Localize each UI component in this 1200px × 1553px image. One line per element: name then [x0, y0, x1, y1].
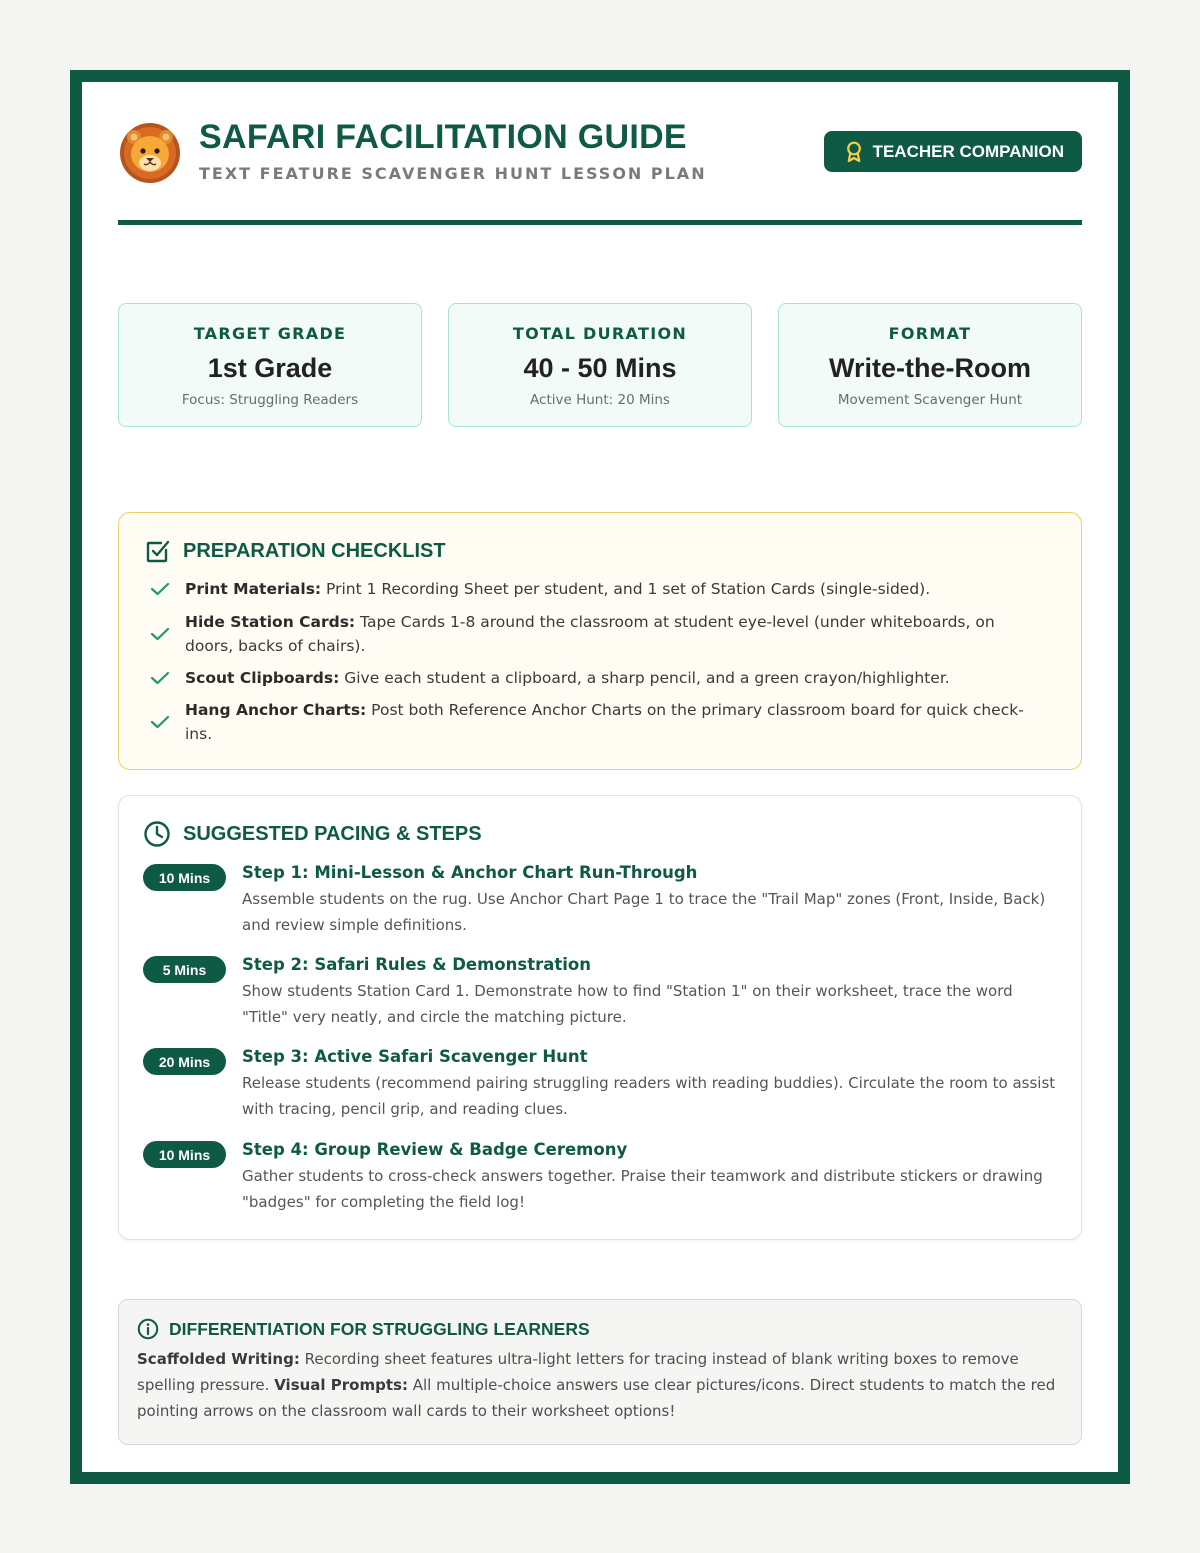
step-title: Step 3: Active Safari Scavenger Hunt: [242, 1047, 588, 1066]
stat-note: Movement Scavenger Hunt: [837, 392, 1023, 408]
page-title: SAFARI FACILITATION GUIDE: [199, 118, 687, 156]
stat-value: Write-the-Room: [829, 353, 1031, 383]
checklist-item: [149, 577, 1029, 601]
step-description: Assemble students on the rug. Use Anchor Chart Page 1 to trace the "Trail Map" zones (Front, Inside, Back) and review simple definitions.: [242, 890, 1046, 934]
page-content: [118, 82, 1082, 1420]
check-icon: [149, 670, 171, 686]
differentiation-title: DIFFERENTIATION FOR STRUGGLING LEARNERS: [169, 1318, 590, 1339]
differentiation-text: [137, 1346, 1062, 1424]
stat-note: Focus: Struggling Readers: [181, 392, 359, 408]
scaffolded-writing-text: Recording sheet features ultra-light letters for tracing instead of blank writing boxes to remove spelling pressure.: [137, 1350, 1019, 1394]
step-title: Step 4: Group Review & Badge Ceremony: [242, 1140, 628, 1159]
checklist-item: [149, 610, 1029, 658]
stat-label: TOTAL DURATION: [512, 324, 688, 343]
stat-card-duration: [448, 303, 752, 427]
scaffolded-writing-label: Scaffolded Writing:: [137, 1350, 300, 1368]
pacing-section: [118, 795, 1082, 1240]
preparation-checklist: [118, 512, 1082, 770]
teacher-companion-badge: [824, 131, 1082, 172]
item-label: Scout Clipboards:: [185, 669, 340, 687]
time-pill: 20 Mins: [143, 1048, 226, 1075]
checklist-item: [149, 666, 1029, 690]
item-label: Print Materials:: [185, 580, 322, 598]
page-subtitle: TEXT FEATURE SCAVENGER HUNT LESSON PLAN: [199, 164, 707, 183]
pacing-title: SUGGESTED PACING & STEPS: [183, 822, 482, 845]
differentiation-section: [118, 1299, 1082, 1445]
step-description: Gather students to cross-check answers together. Praise their teamwork and distribute stickers or drawing "badges" for completing the field log!: [242, 1167, 1043, 1211]
stat-card-format: [778, 303, 1082, 427]
step-title: Step 1: Mini-Lesson & Anchor Chart Run-Through: [242, 863, 698, 882]
stat-card-grade: [118, 303, 422, 427]
checkbox-icon: [145, 538, 171, 564]
checklist-heading: [145, 538, 446, 564]
checklist-title: PREPARATION CHECKLIST: [183, 539, 446, 562]
page-header: [118, 82, 1082, 225]
step-description: Show students Station Card 1. Demonstrate how to find "Station 1" on their worksheet, trace the word "Title" very neatly, and circle the matching picture.: [242, 982, 1013, 1026]
differentiation-heading: [137, 1318, 590, 1340]
time-pill: 5 Mins: [143, 956, 226, 983]
check-icon: [149, 581, 171, 597]
checklist-item: [149, 698, 1029, 746]
stat-value: 1st Grade: [207, 353, 333, 383]
clock-icon: [143, 820, 171, 848]
step-title: Step 2: Safari Rules & Demonstration: [242, 955, 591, 974]
step-description: Release students (recommend pairing struggling readers with reading buddies). Circulate the room to assist with tracing, pencil grip, and reading clues.: [242, 1074, 1056, 1118]
item-text: Print 1 Recording Sheet per student, and 1 set of Station Cards (single-sided).: [321, 580, 931, 598]
check-icon: [149, 626, 171, 642]
item-label: Hide Station Cards:: [185, 613, 356, 631]
time-pill: 10 Mins: [143, 1141, 226, 1168]
time-pill: 10 Mins: [143, 864, 226, 891]
award-ribbon-icon: [844, 141, 864, 163]
stat-value: 40 - 50 Mins: [523, 353, 677, 383]
lesson-stats: [118, 303, 1082, 429]
check-icon: [149, 714, 171, 730]
item-text: Post both Reference Anchor Charts on the primary classroom board for quick check-ins.: [185, 701, 1024, 743]
item-text: Give each student a clipboard, a sharp pencil, and a green crayon/highlighter.: [339, 669, 950, 687]
badge-label: TEACHER COMPANION: [872, 141, 1064, 161]
info-icon: [137, 1318, 159, 1340]
stat-label: TARGET GRADE: [193, 324, 347, 343]
visual-prompts-text: All multiple-choice answers use clear pictures/icons. Direct students to match the red pointing arrows on the classroom wall cards to their worksheet options!: [137, 1376, 1056, 1420]
guide-page: [70, 70, 1130, 1484]
item-text: Tape Cards 1-8 around the classroom at student eye-level (under whiteboards, on doors, backs of chairs).: [185, 613, 995, 655]
item-label: Hang Anchor Charts:: [185, 701, 367, 719]
visual-prompts-label: Visual Prompts:: [274, 1376, 408, 1394]
lion-face-icon: [118, 120, 182, 184]
pacing-heading: [143, 820, 482, 848]
stat-note: Active Hunt: 20 Mins: [530, 392, 670, 408]
stat-label: FORMAT: [888, 324, 972, 343]
